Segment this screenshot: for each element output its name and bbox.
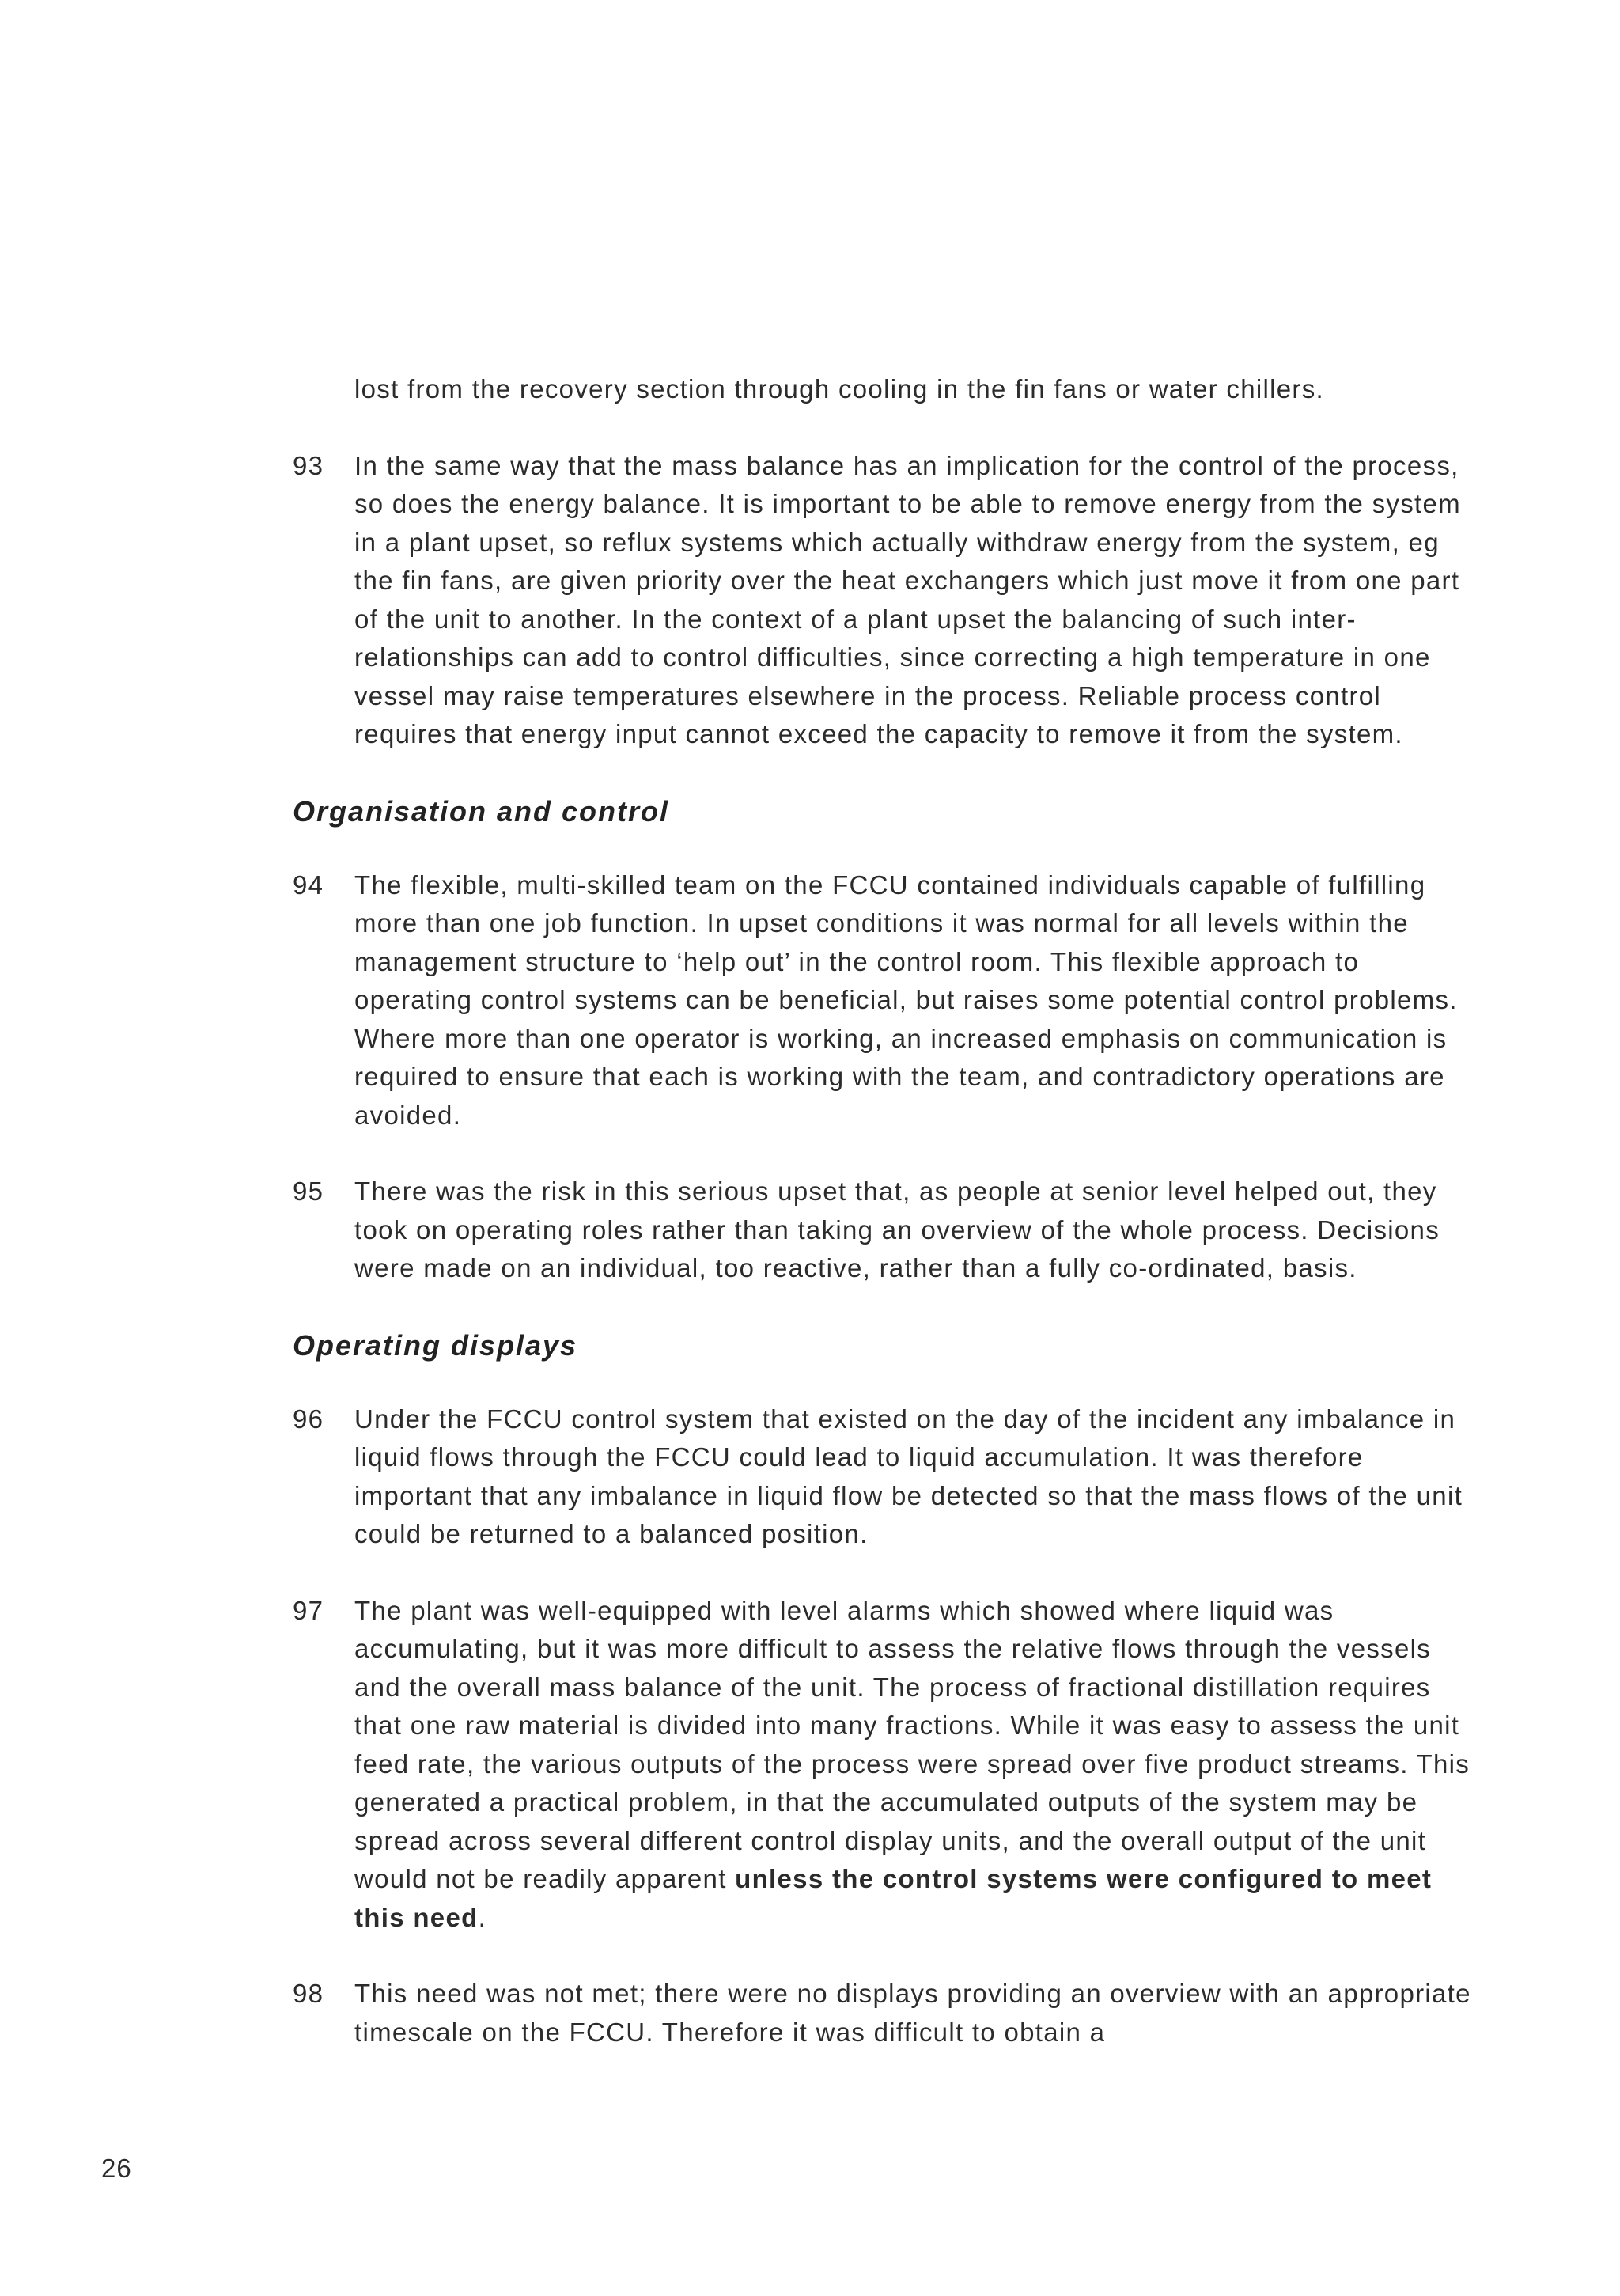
paragraph-text: lost from the recovery section through cooling in the fin fans or water chillers. [354, 374, 1324, 404]
paragraph-number: 98 [293, 1979, 324, 2008]
paragraph-text-container [354, 1592, 1479, 1938]
paragraph-number: 94 [293, 870, 324, 900]
page-number: 26 [101, 2154, 132, 2183]
paragraph-number: 97 [293, 1595, 324, 1625]
paragraph-number: 95 [293, 1176, 324, 1206]
section-heading-operating-displays: Operating displays [293, 1328, 578, 1362]
paragraph-text: Under the FCCU control system that existed on the day of the incident any imbalance in liquid flows through the FCCU could lead to liquid accumulation. It was therefore important that any imbalance in liquid flow be detected so that the mass flows of the unit could be returned to a balanced position. [354, 1404, 1463, 1548]
paragraph-93 [293, 447, 1479, 754]
paragraph-text: This need was not met; there were no displays providing an overview with an appropriate timescale on the FCCU. Therefore it was difficult to obtain a [354, 1979, 1471, 2047]
paragraph-text-tail: . [478, 1902, 487, 1932]
paragraph-continuation [293, 370, 1479, 409]
paragraph-96 [293, 1400, 1479, 1554]
paragraph-text: In the same way that the mass balance has an implication for the control of the process, so does the energy balance. It is important to be able to remove energy from the system in a plant upset, so reflux systems which actually withdraw energy from the system, eg the fin fans, are given priority over the heat exchangers which just move it from one part of the unit to another. In the context of a plant upset the balancing of such inter-relationships can add to control difficulties, since correcting a high temperature in one vessel may raise temperatures elsewhere in the process. Reliable process control requires that energy input cannot exceed the capacity to remove it from the system. [354, 450, 1461, 748]
paragraph-95 [293, 1173, 1479, 1288]
section-heading-organisation: Organisation and control [293, 794, 670, 828]
paragraph-text: The flexible, multi-skilled team on the FCCU contained individuals capable of fulfilling more than one job function. In upset conditions it was normal for all levels within the management structure to ‘help out’ in the control room. This flexible approach to operating control systems can be beneficial, but raises some potential control problems. Where more than one operator is working, an increased emphasis on communication is required to ensure that each is working with the team, and contradictory operations are avoided. [354, 870, 1458, 1130]
paragraph-text: There was the risk in this serious upset that, as people at senior level helped out, they took on operating roles rather than taking an overview of the whole process. Decisions were made on an individual, too reactive, rather than a fully co-ordinated, basis. [354, 1176, 1440, 1283]
paragraph-97 [293, 1592, 1479, 1938]
paragraph-number: 96 [293, 1404, 324, 1434]
paragraph-text: The plant was well-equipped with level alarms which showed where liquid was accumulating, but it was more difficult to assess the relative flows through the vessels and the overall mass balance of the unit. The process of fractional distillation requires that one raw material is divided into many fractions. While it was easy to assess the unit feed rate, the various outputs of the process were spread over five product streams. This generated a practical problem, in that the accumulated outputs of the system may be spread across several different control display units, and the overall output of the unit would not be readily apparent [354, 1595, 1470, 1893]
paragraph-bold-text: unless the control systems were configured to meet this need [354, 1864, 1433, 1932]
page-content [293, 370, 1479, 2090]
paragraph-number: 93 [293, 450, 324, 480]
paragraph-98 [293, 1975, 1479, 2052]
paragraph-94 [293, 866, 1479, 1135]
